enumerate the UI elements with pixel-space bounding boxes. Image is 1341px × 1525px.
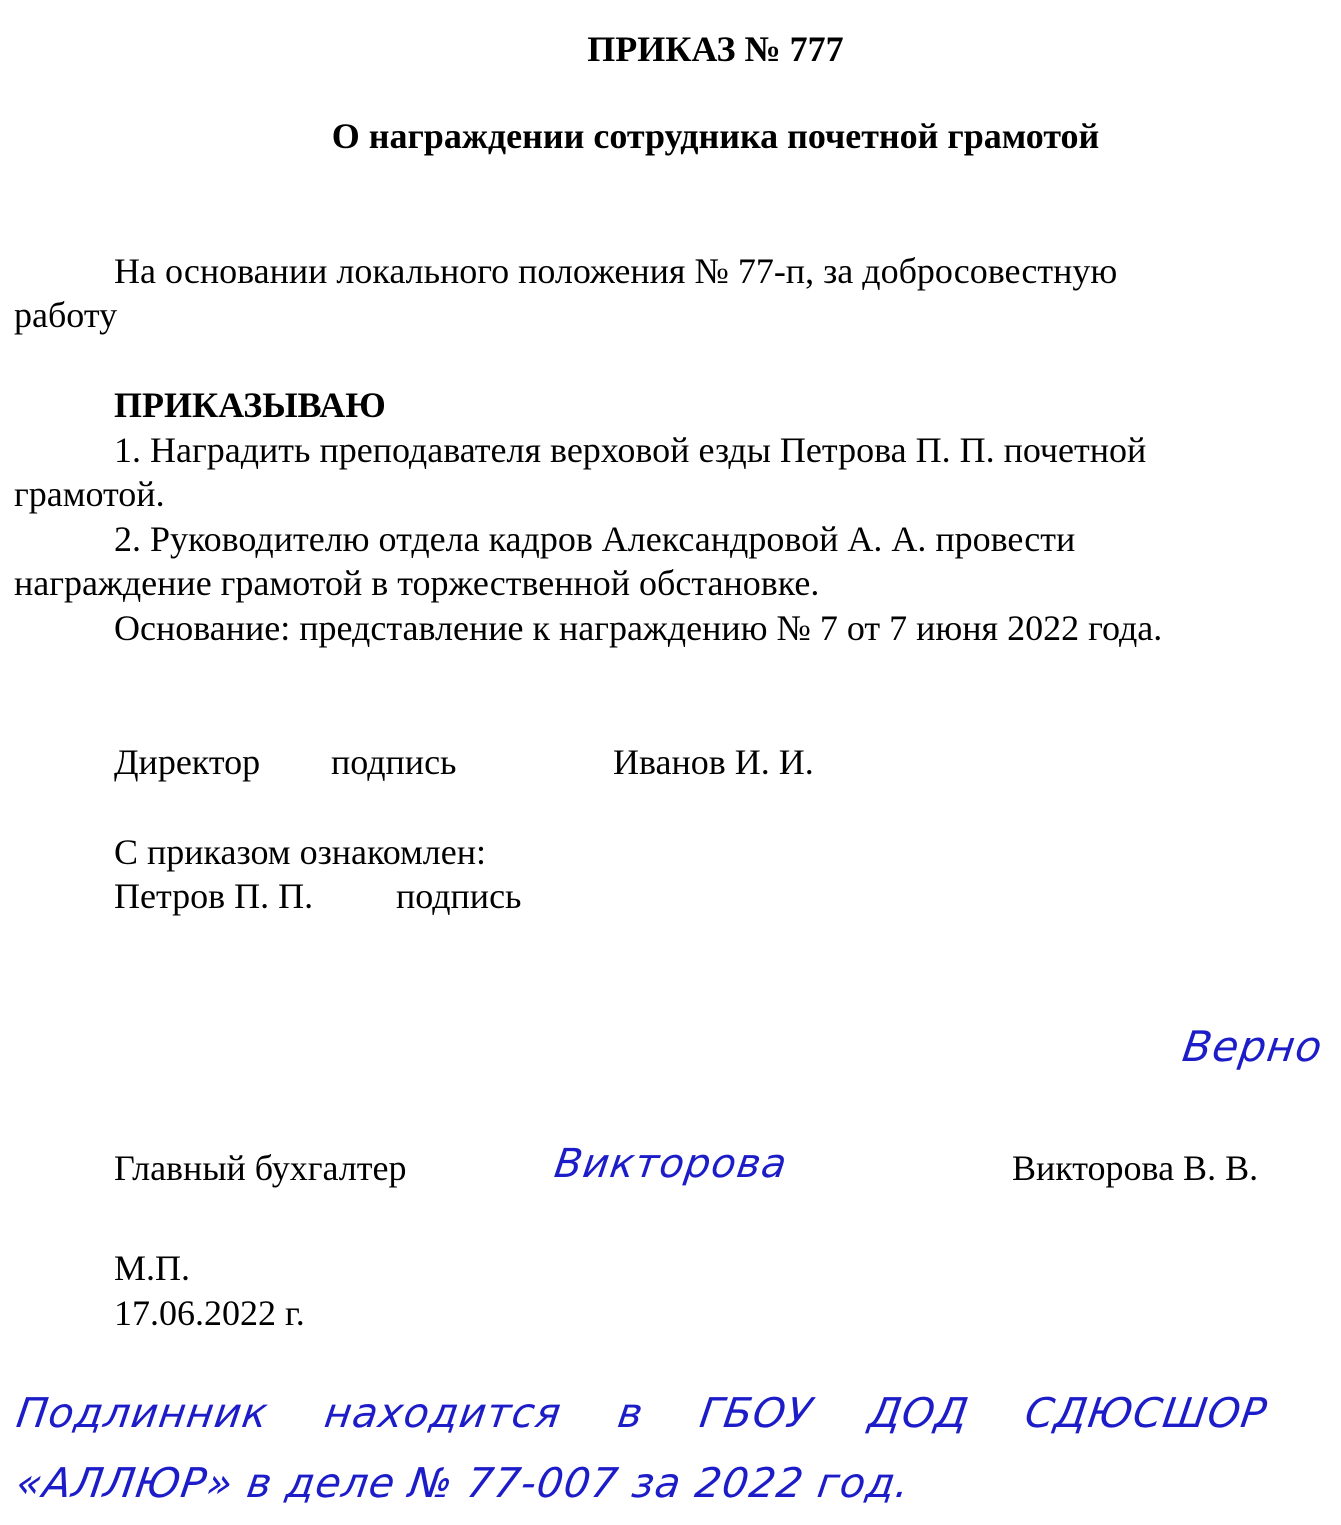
employee-name: Петров П. П. bbox=[114, 876, 314, 916]
order-word: ПРИКАЗЫВАЮ bbox=[114, 385, 386, 425]
director-name: Иванов И. И. bbox=[613, 742, 814, 782]
order-subject: О награждении сотрудника почетной грамотой bbox=[331, 116, 1100, 156]
original-location-note-line-2: «АЛЛЮР» в деле № 77-007 за 2022 год. bbox=[13, 1459, 914, 1507]
note-word: находится bbox=[321, 1389, 565, 1437]
employee-signature-placeholder: подпись bbox=[396, 876, 522, 916]
item-1-line-2: грамотой. bbox=[14, 474, 165, 514]
director-signature-placeholder: подпись bbox=[331, 742, 457, 782]
note-word: в bbox=[614, 1389, 647, 1437]
order-title: ПРИКАЗ № 777 bbox=[587, 29, 844, 69]
accountant-title: Главный бухгалтер bbox=[114, 1148, 407, 1188]
handwritten-verno: Верно bbox=[1179, 1022, 1326, 1071]
basis-line-2: работу bbox=[14, 295, 118, 335]
document-date: 17.06.2022 г. bbox=[114, 1293, 305, 1333]
original-location-note-line-1 bbox=[13, 1389, 1271, 1437]
acquainted-label: С приказом ознакомлен: bbox=[114, 832, 487, 872]
note-word: СДЮСШОР bbox=[1022, 1389, 1271, 1437]
grounds-line: Основание: представление к награждению № 7 от 7 июня 2022 года. bbox=[114, 608, 1163, 648]
note-word: ГБОУ bbox=[696, 1389, 816, 1437]
stamp-place: М.П. bbox=[114, 1248, 191, 1288]
accountant-handwritten-signature: Викторова bbox=[551, 1141, 791, 1187]
accountant-name: Викторова В. В. bbox=[1012, 1148, 1259, 1188]
basis-line-1: На основании локального положения № 77-п, за добросовестную bbox=[114, 251, 1118, 291]
item-2-line-2: награждение грамотой в торжественной обстановке. bbox=[14, 563, 820, 603]
note-word: Подлинник bbox=[13, 1389, 272, 1437]
note-word: ДОД bbox=[865, 1389, 973, 1437]
item-2-line-1: 2. Руководителю отдела кадров Александровой А. А. провести bbox=[114, 519, 1076, 559]
item-1-line-1: 1. Наградить преподавателя верховой езды Петрова П. П. почетной bbox=[114, 430, 1147, 470]
director-title: Директор bbox=[114, 742, 261, 782]
